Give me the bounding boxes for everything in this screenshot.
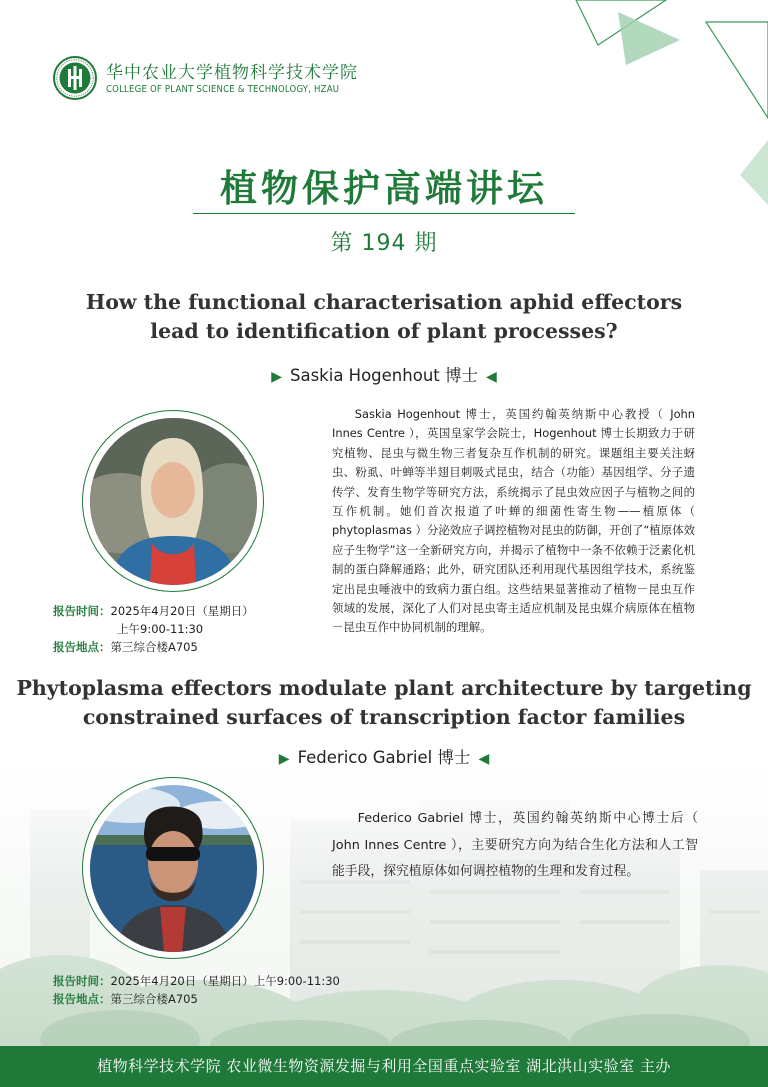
talk-2-schedule [53, 972, 340, 1008]
triangle-right-icon: ▶ [271, 369, 282, 385]
speaker-1-photo [90, 418, 257, 585]
triangle-left-icon: ◀ [478, 751, 490, 767]
talk-2-place: 第三综合楼A705 [110, 992, 198, 1006]
talk-1-schedule [53, 602, 254, 656]
triangle-right-icon: ▶ [278, 751, 290, 767]
speaker-1-bio: Saskia Hogenhout 博士，英国约翰英纳斯中心教授（ John Innes Centre ），英国皇家学会院士，Hogenhout 博士长期致力于研究植物、昆虫与微生物三者复杂互作机制的研究。课题组主要关注蚜虫、粉虱、叶蝉等半翅目刺吸式昆虫，结合（功能）基因组学、分子遗传学、发育生物学等研究方法，系统揭示了昆虫效应因子与植物之间的互作机制。她们首次报道了叶蝉的细菌性寄生物——植原体（ phytoplasmas ）分泌效应子调控植物对昆虫的防御，开创了“植原体效应子生物学”这一全新研究方向，并揭示了植物中一条不依赖于泛素化机制的蛋白降解通路；此外，研究团队还利用现代基因组学技术，系统鉴定出昆虫唾液中的致病力蛋白组。这些结果显著推动了植物－昆虫互作领域的发展，深化了人们对昆虫寄主适应机制及昆虫媒介病原体在植物－昆虫互作中协同机制的理解。 [332, 407, 695, 635]
issue-number: 第 194 期 [330, 231, 438, 256]
talk-1-speaker [0, 362, 768, 386]
talk-1-date: 2025年4月20日（星期日） [110, 604, 254, 618]
organizers-text: 植物科学技术学院 农业微生物资源发掘与利用全国重点实验室 湖北洪山实验室 主办 [97, 1057, 671, 1075]
talk-1-title [0, 288, 768, 346]
forum-title: 植物保护高端讲坛 [220, 167, 548, 210]
time-label: 报告时间： [53, 604, 111, 618]
talk-1-time: 上午9:00-11:30 [117, 622, 204, 636]
speaker-2-bio: Federico Gabriel 博士，英国约翰英纳斯中心博士后（ John Innes Centre ），主要研究方向为结合生化方法和人工智能手段，探究植原体如何调控植物的生理和发育过程。 [332, 811, 698, 879]
talk-2-title-line-2: constrained surfaces of transcription factor families [82, 705, 686, 729]
hzau-seal-logo [53, 56, 97, 100]
talk-2-speaker [0, 744, 768, 768]
talk-1-speaker-name: Saskia Hogenhout 博士 [290, 366, 478, 385]
title-divider [193, 213, 575, 214]
place-label: 报告地点： [53, 640, 111, 654]
talk-2-title-line-1: Phytoplasma effectors modulate plant architecture by targeting [16, 676, 752, 700]
talk-2-title [0, 674, 768, 732]
talk-2-time: 2025年4月20日（星期日）上午9:00-11:30 [110, 974, 340, 988]
college-name-cn: 华中农业大学植物科学技术学院 [106, 63, 358, 83]
speaker-2-photo [90, 785, 257, 952]
talk-1-title-line-2: lead to identification of plant processes? [150, 319, 618, 343]
talk-1-place: 第三综合楼A705 [110, 640, 198, 654]
triangle-left-icon: ◀ [486, 369, 497, 385]
time-label: 报告时间： [53, 974, 111, 988]
place-label: 报告地点： [53, 992, 111, 1006]
talk-2-speaker-name: Federico Gabriel 博士 [297, 748, 471, 767]
talk-1-title-line-1: How the functional characterisation aphid effectors [85, 290, 683, 314]
college-name-en: COLLEGE OF PLANT SCIENCE & TECHNOLOGY, HZAU [106, 84, 340, 95]
